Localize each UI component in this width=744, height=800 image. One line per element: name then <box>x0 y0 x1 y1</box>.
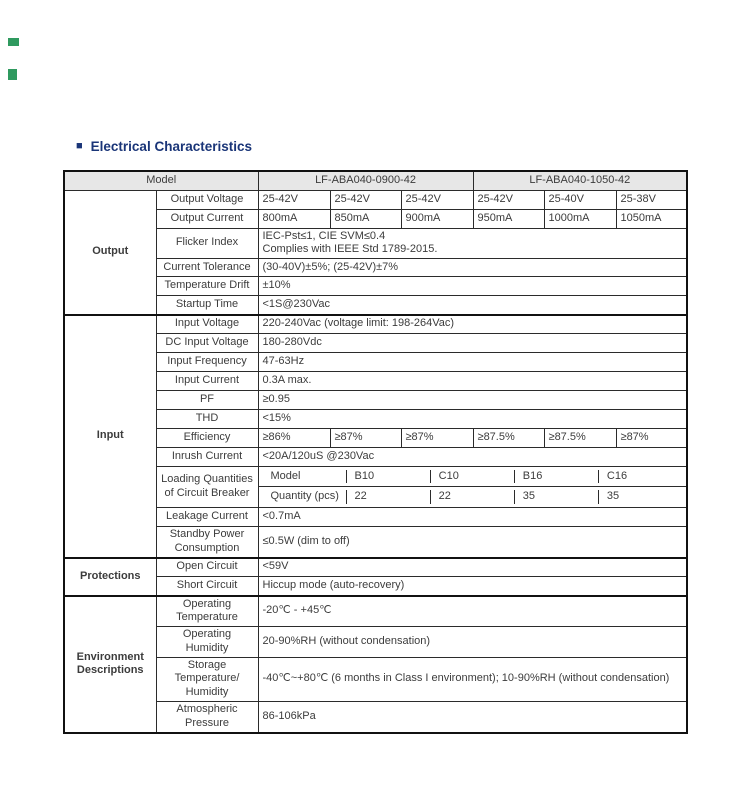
output-current-label: Output Current <box>156 209 258 228</box>
table-row <box>64 315 687 334</box>
table-row <box>64 410 687 429</box>
current-tolerance-value: (30-40V)±5%; (25-42V)±7% <box>258 259 687 277</box>
open-circuit-value: <59V <box>258 558 687 577</box>
section-label-input: Input <box>64 315 156 558</box>
table-row <box>64 558 687 577</box>
operating-humidity-label: Operating Humidity <box>156 627 258 658</box>
breaker-model-value: B16 <box>514 470 598 484</box>
output-voltage-value: 25-38V <box>616 190 687 209</box>
standby-power-label: Standby Power Consumption <box>156 527 258 558</box>
section-label-environment: Environment Descriptions <box>64 596 156 734</box>
table-row <box>64 701 687 733</box>
pf-label: PF <box>156 391 258 410</box>
table-row <box>64 467 687 487</box>
page-title <box>76 139 252 154</box>
efficiency-value: ≥87% <box>330 429 401 448</box>
output-voltage-label: Output Voltage <box>156 190 258 209</box>
standby-power-value: ≤0.5W (dim to off) <box>258 527 687 558</box>
storage-temperature-value <box>258 657 687 701</box>
breaker-qty-header: Quantity (pcs) <box>270 490 339 503</box>
table-row <box>64 353 687 372</box>
startup-time-label: Startup Time <box>156 296 258 315</box>
breaker-qty-value: 35 <box>514 490 598 504</box>
table-row <box>64 259 687 277</box>
electrical-characteristics-table <box>63 170 688 734</box>
atmospheric-pressure-value: 86-106kPa <box>258 701 687 733</box>
operating-humidity-value: 20-90%RH (without condensation) <box>258 627 687 658</box>
section-label-output: Output <box>64 190 156 315</box>
table-row <box>64 296 687 315</box>
model-a-name: LF-ABA040-0900-42 <box>258 171 473 190</box>
input-voltage-value: 220-240Vac (voltage limit: 198-264Vac) <box>258 315 687 334</box>
flicker-index-line2: Complies with IEEE Std 1789-2015. <box>262 243 438 256</box>
output-voltage-value: 25-42V <box>473 190 544 209</box>
flicker-index-value <box>258 228 687 259</box>
input-frequency-value: 47-63Hz <box>258 353 687 372</box>
output-voltage-value: 25-42V <box>401 190 473 209</box>
efficiency-value: ≥86% <box>258 429 330 448</box>
current-tolerance-label: Current Tolerance <box>156 259 258 277</box>
circuit-breaker-model-row <box>258 467 687 487</box>
table-row <box>64 391 687 410</box>
table-row <box>64 627 687 658</box>
output-voltage-value: 25-40V <box>544 190 616 209</box>
output-current-value: 950mA <box>473 209 544 228</box>
section-label-protections: Protections <box>64 558 156 596</box>
breaker-model-value: C16 <box>598 470 682 484</box>
green-mark-icon <box>8 69 17 80</box>
table-row <box>64 596 687 627</box>
efficiency-value: ≥87.5% <box>544 429 616 448</box>
inrush-current-label: Inrush Current <box>156 448 258 467</box>
operating-temperature-value: -20℃ - +45℃ <box>258 596 687 627</box>
breaker-model-value: B10 <box>346 470 430 484</box>
leakage-current-value: <0.7mA <box>258 508 687 527</box>
table-row <box>64 171 687 190</box>
output-current-value: 1000mA <box>544 209 616 228</box>
breaker-qty-value: 22 <box>430 490 514 504</box>
table-row <box>64 372 687 391</box>
atmospheric-pressure-label: Atmospheric Pressure <box>156 701 258 733</box>
efficiency-value: ≥87% <box>616 429 687 448</box>
pf-value: ≥0.95 <box>258 391 687 410</box>
efficiency-value: ≥87% <box>401 429 473 448</box>
storage-temperature-label: Storage Temperature/ Humidity <box>156 657 258 701</box>
leakage-current-label: Leakage Current <box>156 508 258 527</box>
table-row <box>64 190 687 209</box>
table-row <box>64 527 687 558</box>
table-row <box>64 508 687 527</box>
thd-label: THD <box>156 410 258 429</box>
temperature-drift-label: Temperature Drift <box>156 277 258 296</box>
table-row <box>64 429 687 448</box>
page-title-text: Electrical Characteristics <box>90 139 252 154</box>
thd-value: <15% <box>258 410 687 429</box>
output-current-value: 850mA <box>330 209 401 228</box>
flicker-index-label: Flicker Index <box>156 228 258 259</box>
square-bullet-icon: ■ <box>76 140 83 152</box>
table-row <box>64 448 687 467</box>
storage-temperature-text: -40℃~+80℃ (6 months in Class I environment); 10-90%RH (without condensation) <box>262 672 670 685</box>
operating-temperature-label: Operating Temperature <box>156 596 258 627</box>
input-current-value: 0.3A max. <box>258 372 687 391</box>
breaker-qty-value: 35 <box>598 490 682 504</box>
output-voltage-value: 25-42V <box>330 190 401 209</box>
short-circuit-label: Short Circuit <box>156 577 258 596</box>
model-b-name: LF-ABA040-1050-42 <box>473 171 687 190</box>
model-header-label: Model <box>64 171 258 190</box>
breaker-qty-value: 22 <box>346 490 430 504</box>
circuit-breaker-label: Loading Quantities of Circuit Breaker <box>156 467 258 508</box>
table-row <box>64 209 687 228</box>
table-row <box>64 277 687 296</box>
table-row <box>64 228 687 259</box>
table-row <box>64 657 687 701</box>
output-current-value: 800mA <box>258 209 330 228</box>
open-circuit-label: Open Circuit <box>156 558 258 577</box>
output-voltage-value: 25-42V <box>258 190 330 209</box>
efficiency-value: ≥87.5% <box>473 429 544 448</box>
breaker-model-header: Model <box>270 469 301 482</box>
output-current-value: 1050mA <box>616 209 687 228</box>
breaker-model-value: C10 <box>430 470 514 484</box>
input-frequency-label: Input Frequency <box>156 353 258 372</box>
startup-time-value: <1S@230Vac <box>258 296 687 315</box>
table-row <box>64 334 687 353</box>
dc-input-voltage-label: DC Input Voltage <box>156 334 258 353</box>
temperature-drift-value: ±10% <box>258 277 687 296</box>
circuit-breaker-qty-row <box>258 487 687 508</box>
input-current-label: Input Current <box>156 372 258 391</box>
flicker-index-line1: IEC-Pst≤1, CIE SVM≤0.4 <box>262 229 386 242</box>
table-row <box>64 577 687 596</box>
dc-input-voltage-value: 180-280Vdc <box>258 334 687 353</box>
output-current-value: 900mA <box>401 209 473 228</box>
green-mark-icon <box>8 38 19 46</box>
short-circuit-value: Hiccup mode (auto-recovery) <box>258 577 687 596</box>
input-voltage-label: Input Voltage <box>156 315 258 334</box>
efficiency-label: Efficiency <box>156 429 258 448</box>
inrush-current-value: <20A/120uS @230Vac <box>258 448 687 467</box>
